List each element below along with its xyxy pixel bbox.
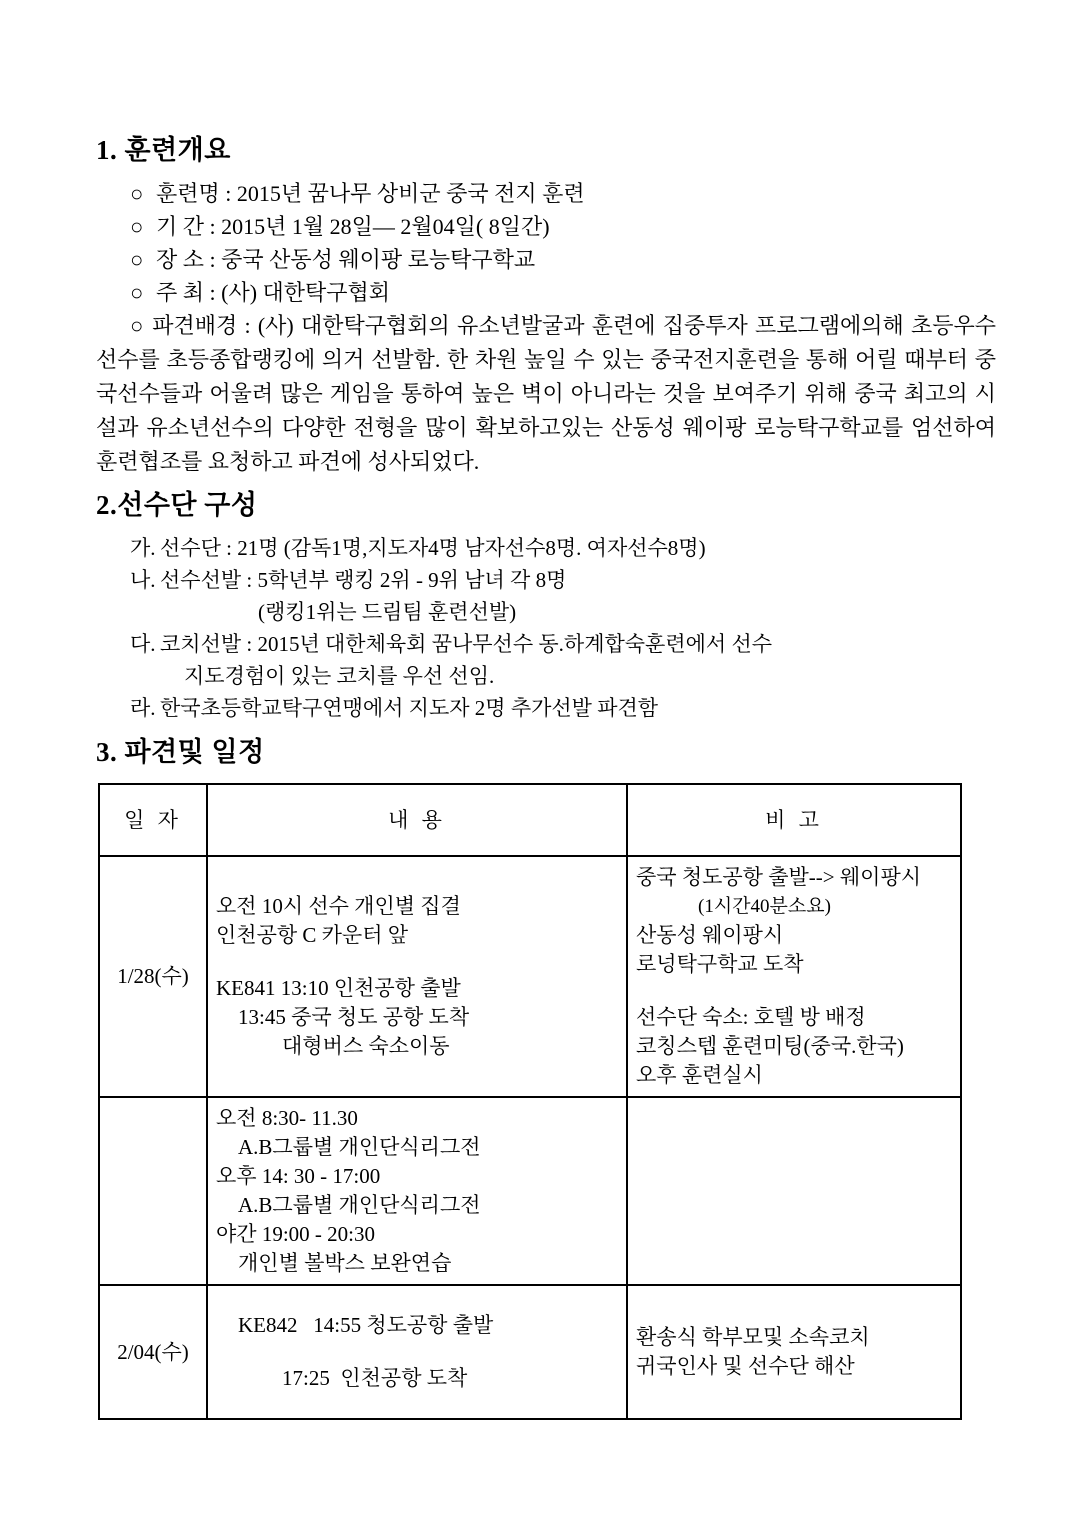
list-item-text: 선수선발 : 5학년부 랭킹 2위 - 9위 남녀 각 8명: [160, 568, 567, 592]
content-line: 야간 19:00 - 20:30: [216, 1222, 375, 1246]
content-line: 오전 8:30- 11.30: [216, 1106, 358, 1130]
document-content: [96, 128, 996, 1420]
content-line: A.B그룹별 개인단식리그전: [238, 1193, 481, 1217]
bullet-label: 장 소 :: [156, 247, 216, 272]
cell-date: 2/04(수): [99, 1285, 207, 1419]
list-item: [130, 276, 996, 309]
list-item-index: 다.: [130, 632, 156, 656]
schedule-table-head: [99, 784, 961, 856]
bullet-text: 2015년 꿈나무 상비군 중국 전지 훈련: [236, 181, 585, 206]
column-header-content: 내 용: [207, 784, 627, 856]
bullet-label: 기 간 :: [156, 214, 216, 239]
bullet-circle-icon: ○: [130, 247, 144, 272]
note-line: 로넝탁구학교 도착: [636, 952, 804, 976]
note-line: 코칭스텝 훈련미팅(중국.한국): [636, 1034, 904, 1058]
list-item-index: 라.: [130, 696, 156, 720]
content-line: 대형버스 숙소이동: [282, 1034, 450, 1058]
bullet-circle-icon: ○: [130, 280, 144, 305]
list-item-index: 가.: [130, 536, 156, 560]
content-line: 오후 14: 30 - 17:00: [216, 1164, 381, 1188]
column-header-date: 일 자: [99, 784, 207, 856]
cell-note: [627, 1285, 961, 1419]
table-row: [99, 856, 961, 1097]
note-spacer: [636, 979, 952, 1003]
list-item-text: 지도경험이 있는 코치를 우선 선임.: [184, 664, 495, 688]
cell-content: [207, 1097, 627, 1285]
overview-bullet-list: [130, 177, 996, 309]
note-line: 중국 청도공항 출발--> 웨이팡시: [636, 865, 922, 889]
section-2-title: 2.선수단 구성: [96, 490, 258, 520]
cell-note: [627, 1097, 961, 1285]
content-spacer: [216, 1340, 618, 1364]
cell-date: [99, 1097, 207, 1285]
list-item-text: 한국초등학교탁구연맹에서 지도자 2명 추가선발 파견함: [160, 696, 659, 720]
cell-content: [207, 1285, 627, 1419]
content-line: A.B그룹별 개인단식리그전: [238, 1135, 481, 1159]
list-item-text: (랭킹1위는 드림팀 훈련선발): [258, 600, 517, 624]
cell-date: 1/28(수): [99, 856, 207, 1097]
list-item: [130, 177, 996, 210]
team-composition-list: [130, 532, 996, 724]
content-spacer: [216, 950, 618, 974]
cell-content: [207, 856, 627, 1097]
content-line: KE841 13:10 인천공항 출발: [216, 976, 461, 1000]
bullet-text: 2015년 1월 28일— 2월04일( 8일간): [221, 214, 550, 239]
table-header-row: [99, 784, 961, 856]
bullet-label: 주 최 :: [156, 280, 216, 305]
content-line: 17:25 인천공항 도착: [282, 1366, 468, 1390]
section-3-title: 3. 파견및 일정: [96, 737, 265, 767]
list-item: [130, 596, 996, 628]
list-item: [130, 628, 996, 660]
bullet-text: (사) 대한탁구협회: [221, 280, 391, 305]
list-item-index: 나.: [130, 568, 156, 592]
list-item: [130, 564, 996, 596]
section-1-title: 1. 훈련개요: [96, 135, 231, 165]
note-line: 환송식 학부모및 소속코치: [636, 1325, 870, 1349]
note-line: 산동성 웨이팡시: [636, 923, 784, 947]
list-item: [130, 692, 996, 724]
list-item-text: 코치선발 : 2015년 대한체육회 꿈나무선수 동.하계합숙훈련에서 선수: [160, 632, 773, 656]
background-paragraph: [96, 309, 996, 479]
content-line: 개인별 볼박스 보완연습: [238, 1251, 452, 1275]
list-item: [130, 210, 996, 243]
table-row: [99, 1097, 961, 1285]
cell-note: [627, 856, 961, 1097]
bullet-circle-icon: ○: [130, 214, 144, 239]
note-line: 오후 훈련실시: [636, 1063, 763, 1087]
content-line: 오전 10시 선수 개인별 집결: [216, 894, 461, 918]
bullet-text: 중국 산동성 웨이팡 로능탁구학교: [221, 247, 536, 272]
list-item-text: 선수단 : 21명 (감독1명,지도자4명 남자선수8명. 여자선수8명): [160, 536, 706, 560]
content-line: 13:45 중국 청도 공항 도착: [238, 1005, 470, 1029]
bullet-circle-icon: ○: [130, 181, 144, 206]
content-line: KE842 14:55 청도공항 출발: [238, 1313, 494, 1337]
list-item: [130, 243, 996, 276]
note-line: 귀국인사 및 선수단 해산: [636, 1354, 855, 1378]
list-item: [130, 660, 996, 692]
background-paragraph-lead: ○ 파견배경 : (사) 대한탁구협회의 유소년발굴과 훈련에 집중투자 프로그램에: [130, 313, 862, 338]
column-header-note: 비 고: [627, 784, 961, 856]
note-line: 선수단 숙소: 호텔 방 배정: [636, 1005, 866, 1029]
list-item: [130, 532, 996, 564]
schedule-table: [98, 783, 962, 1420]
schedule-table-body: [99, 856, 961, 1419]
background-paragraph-rest: 의해 초등우수선수를 초등종합랭킹에 의거 선발함. 한 차원 높일 수 있는 중국전지훈련을 통해 어릴 때부터 중국선수들과 어울려 많은 게임을 통하여 높은 벽이 아니라는 것을 보여주기 위해 중국 최고의 시설과 유소년선수의 다양한 전형을 많이 확보하고있는 산동성 웨이팡 로능탁구학교를 엄선하여 훈련협조를 요청하고 파견에 성사되었다.: [96, 313, 996, 474]
bullet-label: 훈련명 :: [156, 181, 232, 206]
table-row: [99, 1285, 961, 1419]
content-line: 인천공항 C 카운터 앞: [216, 923, 409, 947]
note-line: (1시간40분소요): [698, 896, 831, 917]
